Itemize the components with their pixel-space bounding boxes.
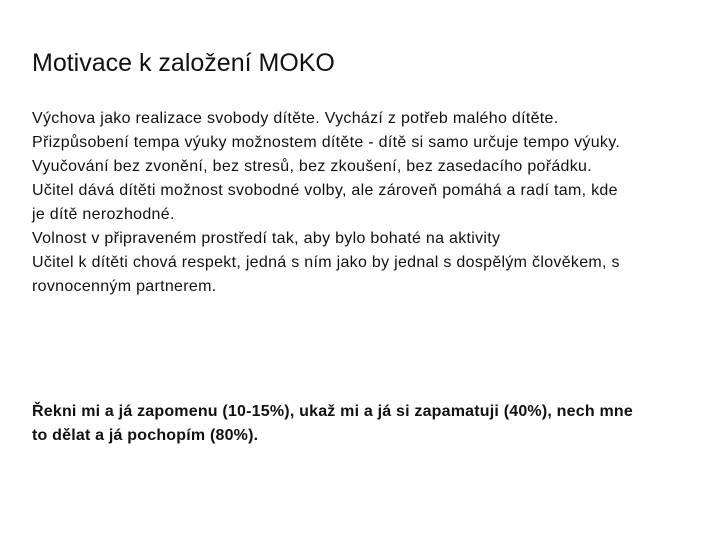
bullet-item: Přizpůsobení tempa výuky možnostem dítěte - dítě si samo určuje tempo výuky. <box>32 134 621 151</box>
bullet-item: Učitel k dítěti chová respekt, jedná s ním jako by jednal s dospělým člověkem, s rovnocenným partnerem. <box>32 254 620 295</box>
slide-title: Motivace k založení MOKO <box>32 49 335 77</box>
bullet-list <box>32 107 632 299</box>
bullet-item: Učitel dává dítěti možnost svobodné volby, ale zároveň pomáhá a radí tam, kde je dítě nerozhodné. <box>32 182 618 223</box>
bullet-item: Vyučování bez zvonění, bez stresů, bez zkoušení, bez zasedacího pořádku. <box>32 158 592 175</box>
quote: Řekni mi a já zapomenu (10-15%), ukaž mi a já si zapamatuji (40%), nech mne to dělat a já pochopím (80%). <box>32 403 633 444</box>
bullet-item: Výchova jako realizace svobody dítěte. Vychází z potřeb malého dítěte. <box>32 110 559 127</box>
bullet-item: Volnost v připraveném prostředí tak, aby bylo bohaté na aktivity <box>32 230 501 247</box>
